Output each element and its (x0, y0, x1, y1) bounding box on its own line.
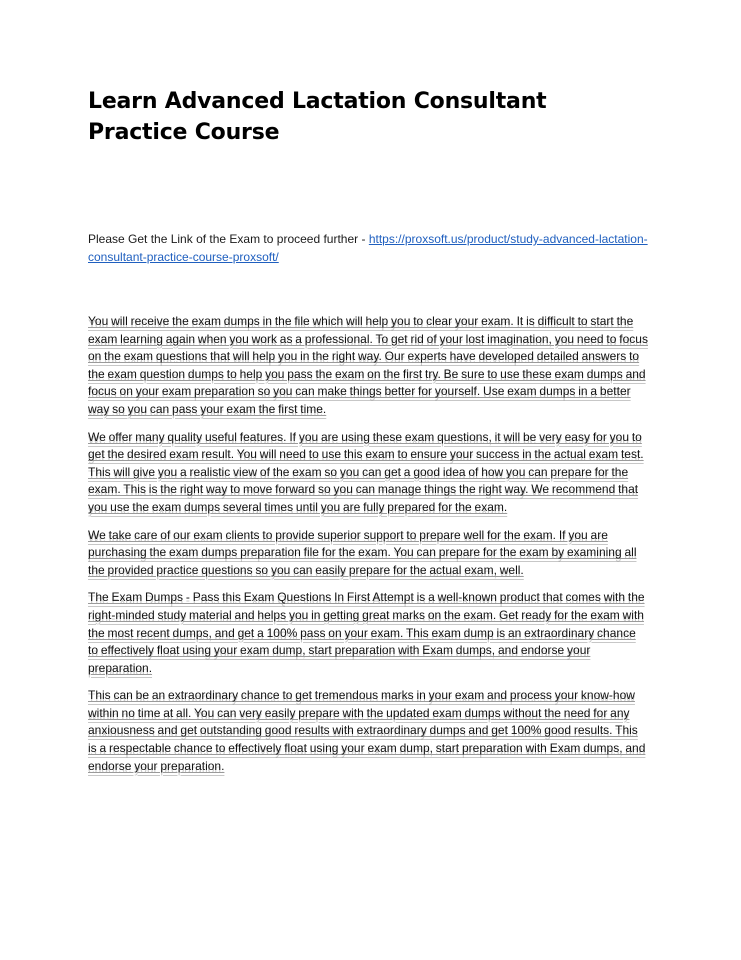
page-title: Learn Advanced Lactation Consultant Practice Course (88, 89, 547, 145)
intro-line (88, 230, 648, 266)
paragraph-3: We take care of our exam clients to provide superior support to prepare well for the exam. If you are purchasing the exam dumps preparation file for the exam. You can prepare for the exam by examining all the provided practice questions so you can easily prepare for the actual exam, well. (88, 527, 637, 577)
paragraph-5: This can be an extraordinary chance to get tremendous marks in your exam and process your know-how within no time at all. You can very easily prepare with the updated exam dumps without the need for any anxiousness and get outstanding good results with extraordinary dumps and get 100% good results. This is a respectable chance to effectively float using your exam dump, start preparation with Exam dumps, and endorse your preparation. (88, 688, 646, 773)
paragraph-1: You will receive the exam dumps in the file which will help you to clear your exam. It is difficult to start the exam learning again when you work as a professional. To get rid of your lost imagination, you need to focus on the exam questions that will help you in the right way. Our experts have developed detailed answers to the exam question dumps to help you pass the exam on the first try. Be sure to use these exam dumps and focus on your exam preparation so you can make things better for yourself. Use exam dumps in a better way so you can pass your exam the first time. (88, 314, 648, 416)
paragraph-2: We offer many quality useful features. If you are using these exam questions, it will be very easy for you to get the desired exam result. You will need to use this exam to ensure your success in the actual exam test. This will give you a realistic view of the exam so you can get a good idea of how you can prepare for the exam. This is the right way to move forward so you can manage things the right way. We recommend that you use the exam dumps several times until you are fully prepared for the exam. (88, 429, 644, 514)
intro-text: Please Get the Link of the Exam to proceed further - (88, 232, 369, 246)
body-text (88, 313, 648, 775)
exam-link[interactable]: https://proxsoft.us/product/study-advanced-lactation-consultant-practice-course-proxsoft/ (88, 232, 648, 264)
paragraph-4: The Exam Dumps - Pass this Exam Questions In First Attempt is a well-known product that comes with the right-minded study material and helps you in getting great marks on the exam. Get ready for the exam with the most recent dumps, and get a 100% pass on your exam. This exam dump is an extraordinary chance to effectively float using your exam dump, start preparation with Exam dumps, and endorse your preparation. (88, 590, 645, 675)
document-page (88, 86, 648, 785)
